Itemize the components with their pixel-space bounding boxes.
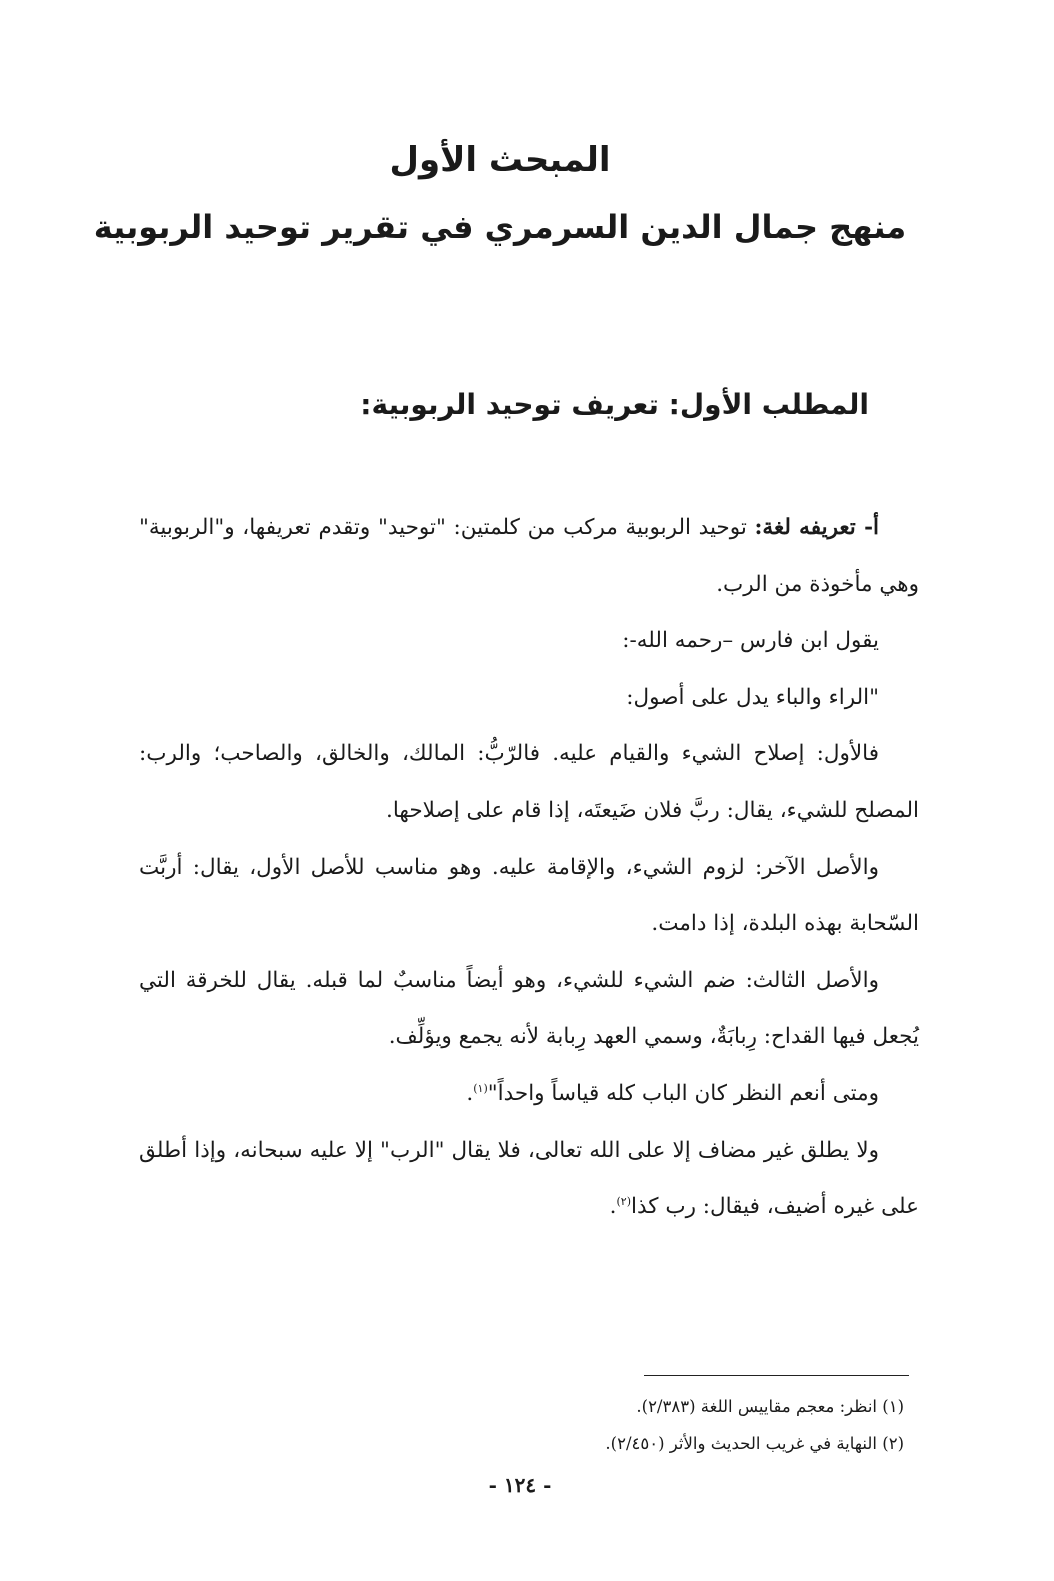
footnotes: [144, 1388, 904, 1462]
chapter-subtitle: منهج جمال الدين السرمري في تقرير توحيد الربوبية: [93, 208, 907, 246]
quote-end-period: .: [466, 1080, 474, 1106]
footnote-ref-1[interactable]: (١): [473, 1081, 488, 1095]
paragraph-first-origin: فالأول: إصلاح الشيء والقيام عليه. فالرّبُّ: المالك، والخالق، والصاحب؛ والرب: المصلح للشيء، يقال: ربَّ فلان ضَيعتَه، إذا قام على إصلاحها.: [139, 741, 919, 823]
footnote-1: (١) انظر: معجم مقاييس اللغة (٢/٣٨٣).: [636, 1397, 904, 1416]
page-number: - ١٢٤ -: [488, 1473, 552, 1497]
paragraph-ibn-faris: يقول ابن فارس –رحمه الله-:: [622, 628, 879, 654]
paragraph-quote-end: [139, 1066, 919, 1123]
paragraph-usage: [139, 1123, 919, 1236]
definition-lead: أ- تعريفه لغة:: [754, 515, 880, 540]
usage-text: ولا يطلق غير مضاف إلا على الله تعالى، فلا يقال "الرب" إلا عليه سبحانه، وإذا أطلق على غيره أضيف، فيقال: رب كذا: [139, 1137, 919, 1220]
paragraph-second-origin: والأصل الآخر: لزوم الشيء، والإقامة عليه. وهو مناسب للأصل الأول، يقال: أربَّت السّحابة بهذه البلدة، إذا دامت.: [139, 854, 919, 937]
footnote-ref-2[interactable]: (٢): [616, 1194, 632, 1208]
quote-end-text: ومتى أنعم النظر كان الباب كله قياساً واحداً": [487, 1080, 879, 1106]
definition-text: توحيد الربوبية مركب من كلمتين: "توحيد" وتقدم تعريفها، و"الربوبية" وهي مأخوذة من الرب.: [139, 515, 919, 597]
chapter-title: المبحث الأول: [389, 140, 611, 180]
paragraph-definition: [139, 500, 919, 613]
paragraph-third-origin: والأصل الثالث: ضم الشيء للشيء، وهو أيضاً مناسبٌ لما قبله. يقال للخرقة التي يُجعل فيها القداح: رِبابَةٌ، وسمي العهد رِبابة لأنه يجمع ويؤلِّف.: [139, 967, 919, 1050]
usage-period: .: [609, 1194, 617, 1220]
footnote-divider: [644, 1375, 909, 1376]
section-heading: المطلب الأول: تعريف توحيد الربوبية:: [360, 388, 869, 421]
body-text: [139, 500, 919, 1236]
paragraph-quote-start: "الراء والباء يدل على أصول:: [626, 684, 879, 710]
footnote-2: (٢) النهاية في غريب الحديث والأثر (٢/٤٥٠).: [605, 1434, 904, 1453]
